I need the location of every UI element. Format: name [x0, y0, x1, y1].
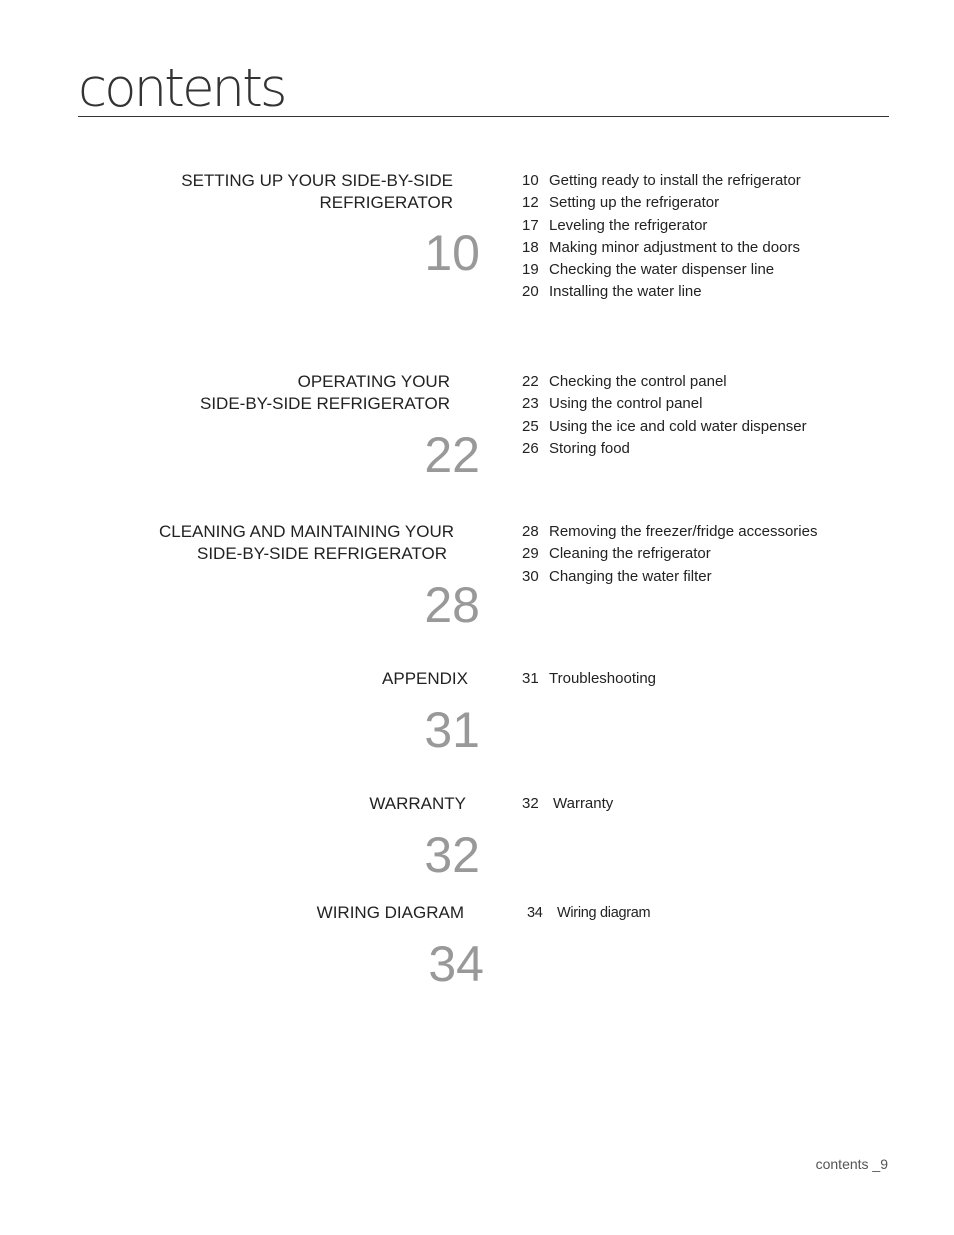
page-title: contents	[78, 58, 285, 119]
entry-page: 34	[527, 905, 543, 921]
entry-text: Warranty	[553, 795, 614, 812]
section-number: 31	[424, 702, 480, 758]
toc-entry[interactable]	[527, 902, 650, 924]
section-heading-line: SIDE-BY-SIDE REFRIGERATOR	[196, 544, 447, 563]
entry-page: 26	[522, 439, 539, 457]
section-heading-line: REFRIGERATOR	[319, 193, 453, 212]
entry-text: Troubleshooting	[549, 670, 657, 687]
section-heading	[382, 668, 468, 690]
section-number: 32	[424, 827, 480, 883]
section-number: 10	[424, 225, 480, 281]
entry-text: Storing food	[549, 439, 630, 457]
toc-entry[interactable]	[522, 281, 801, 303]
entry-text: Changing the water filter	[549, 567, 712, 585]
toc-entry[interactable]	[522, 438, 807, 460]
entry-page: 18	[522, 238, 539, 256]
entry-text: Making minor adjustment to the doors	[549, 238, 800, 256]
entry-text: Checking the water dispenser line	[549, 261, 775, 279]
toc-entry[interactable]	[522, 416, 807, 438]
section-heading	[369, 793, 466, 815]
entry-page: 30	[522, 567, 539, 585]
entry-page: 12	[522, 194, 539, 212]
toc-entry[interactable]	[522, 192, 801, 214]
entry-text: Removing the freezer/fridge accessories	[549, 523, 818, 540]
toc-entry[interactable]	[522, 521, 817, 543]
entry-page: 25	[522, 417, 539, 435]
toc-entry[interactable]	[522, 668, 656, 690]
toc-entry[interactable]	[522, 793, 613, 815]
entry-list	[527, 902, 650, 924]
entry-list	[522, 371, 807, 460]
entry-page: 29	[522, 545, 539, 563]
entry-text: Wiring diagram	[557, 905, 651, 921]
section-heading-line: SIDE-BY-SIDE REFRIGERATOR	[199, 394, 450, 413]
entry-page: 32	[522, 795, 539, 812]
entry-text: Cleaning the refrigerator	[549, 545, 711, 563]
toc-entry[interactable]	[522, 237, 801, 259]
entry-page: 17	[522, 216, 539, 234]
entry-text: Using the control panel	[549, 395, 703, 413]
section-heading-line: SETTING UP YOUR SIDE-BY-SIDE	[181, 171, 453, 190]
toc-entry[interactable]	[522, 259, 801, 281]
toc-entry[interactable]	[522, 371, 807, 393]
entry-text: Checking the control panel	[549, 373, 727, 390]
section-heading	[200, 371, 450, 415]
entry-text: Leveling the refrigerator	[549, 216, 708, 234]
toc-entry[interactable]	[522, 566, 817, 588]
title-rule	[78, 116, 889, 117]
section-heading	[181, 170, 453, 214]
entry-text: Getting ready to install the refrigerator	[549, 172, 801, 189]
entry-list	[522, 668, 656, 690]
entry-page: 23	[522, 395, 539, 413]
toc-entry[interactable]	[522, 543, 817, 565]
section-heading	[317, 902, 464, 924]
section-heading-line: OPERATING YOUR	[297, 372, 450, 391]
entry-list	[522, 170, 801, 304]
entry-page: 28	[522, 523, 539, 540]
section-heading	[159, 521, 454, 565]
section-heading-line: APPENDIX	[382, 669, 468, 688]
entry-list	[522, 521, 817, 588]
section-number: 34	[428, 936, 484, 992]
page-footer: contents _9	[815, 1156, 888, 1172]
entry-page: 10	[522, 172, 539, 189]
entry-page: 20	[522, 283, 539, 301]
section-number: 22	[424, 427, 480, 483]
section-heading-line: CLEANING AND MAINTAINING YOUR	[158, 522, 454, 541]
entry-text: Installing the water line	[549, 283, 702, 301]
entry-page: 22	[522, 373, 539, 390]
entry-page: 31	[522, 670, 539, 687]
section-heading-line: WARRANTY	[369, 794, 466, 813]
toc-entry[interactable]	[522, 393, 807, 415]
entry-text: Using the ice and cold water dispenser	[549, 417, 807, 435]
section-number: 28	[424, 577, 480, 633]
toc-entry[interactable]	[522, 215, 801, 237]
section-heading-line: WIRING DIAGRAM	[316, 903, 464, 922]
entry-text: Setting up the refrigerator	[549, 194, 720, 212]
toc-entry[interactable]	[522, 170, 801, 192]
entry-list	[522, 793, 613, 815]
entry-page: 19	[522, 261, 539, 279]
